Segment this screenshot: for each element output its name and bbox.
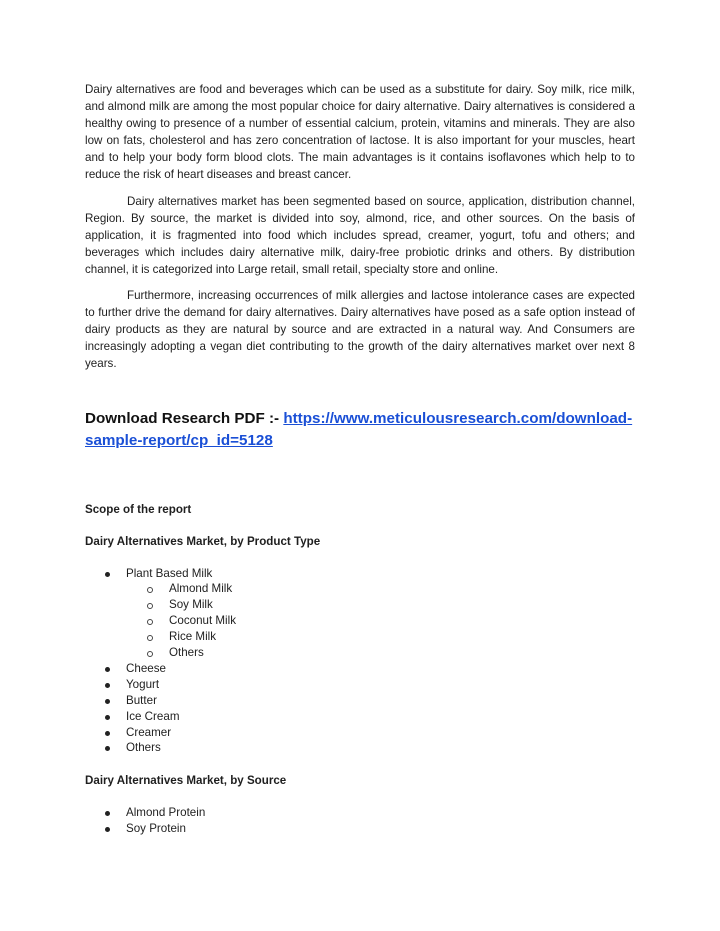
- list-item: Cheese: [85, 661, 635, 677]
- plant-based-sublist: [85, 581, 635, 661]
- intro-paragraph: Dairy alternatives are food and beverages which can be used as a substitute for dairy. Soy milk, rice milk, and almond milk are among the most popular choice for dairy alternative. Dairy alternatives is considered a healthy owing to presence of a number of essential calcium, protein, vitamins and minerals. They are also low on fats, cholesterol and has zero concentration of lactose. It is also important for your muscles, heart and to help your body form blood clots. The main advantages is it contains isoflavones which help to to reduce the risk of heart diseases and breast cancer.: [85, 83, 635, 182]
- source-list: [85, 805, 635, 837]
- download-section: [85, 408, 635, 452]
- segmentation-paragraph: Dairy alternatives market has been segmented based on source, application, distribution channel, Region. By source, the market is divided into soy, almond, rice, and other sources. On the basis of application, it is fragmented into food which includes spread, creamer, yogurt, tofu and others; and beverages which includes dairy alternative milk, dairy-free probiotic drinks and others. By distribution channel, it is categorized into Large retail, small retail, specialty store and online.: [85, 194, 635, 276]
- list-item: Butter: [85, 693, 635, 709]
- bullet-icon: [105, 683, 110, 688]
- download-link[interactable]: https://www.meticulousresearch.com/download-sample-report/cp_id=5128: [85, 409, 633, 449]
- list-item: Ice Cream: [85, 709, 635, 725]
- circle-bullet-icon: [147, 619, 153, 625]
- bullet-icon: [105, 811, 110, 816]
- product-type-list: [85, 566, 635, 757]
- bullet-icon: [105, 715, 110, 720]
- list-item: Almond Protein: [85, 805, 635, 821]
- download-label: Download Research PDF :-: [85, 409, 284, 427]
- sub-list-item: Soy Milk: [85, 597, 635, 613]
- product-type-heading: Dairy Alternatives Market, by Product Type: [85, 534, 321, 548]
- sub-list-item: Rice Milk: [85, 629, 635, 645]
- bullet-icon: [105, 667, 110, 672]
- list-item: Soy Protein: [85, 821, 635, 837]
- list-item: Yogurt: [85, 677, 635, 693]
- bullet-icon: [105, 746, 110, 751]
- source-heading: Dairy Alternatives Market, by Source: [85, 774, 287, 788]
- bullet-icon: [105, 827, 110, 832]
- bullet-icon: [105, 572, 110, 577]
- list-item: Others: [85, 740, 635, 756]
- sub-list-item: Almond Milk: [85, 581, 635, 597]
- bullet-icon: [105, 731, 110, 736]
- circle-bullet-icon: [147, 651, 153, 657]
- circle-bullet-icon: [147, 635, 153, 641]
- drivers-paragraph: Furthermore, increasing occurrences of milk allergies and lactose intolerance cases are expected to further drive the demand for dairy alternatives. Dairy alternatives have posed as a safe option instead of dairy products as they are natural by source and are extracted in a natural way. And Consumers are increasingly adopting a vegan diet contributing to the growth of the dairy alternatives market over next 8 years.: [85, 289, 635, 371]
- scope-heading: Scope of the report: [85, 502, 192, 516]
- list-item-plant-based-milk: Plant Based Milk Almond Milk Soy Milk Coconut Milk Rice Milk Others: [85, 566, 635, 661]
- sub-list-item: Others: [85, 645, 635, 661]
- circle-bullet-icon: [147, 603, 153, 609]
- sub-list-item: Coconut Milk: [85, 613, 635, 629]
- circle-bullet-icon: [147, 587, 153, 593]
- list-item: Creamer: [85, 725, 635, 741]
- bullet-icon: [105, 699, 110, 704]
